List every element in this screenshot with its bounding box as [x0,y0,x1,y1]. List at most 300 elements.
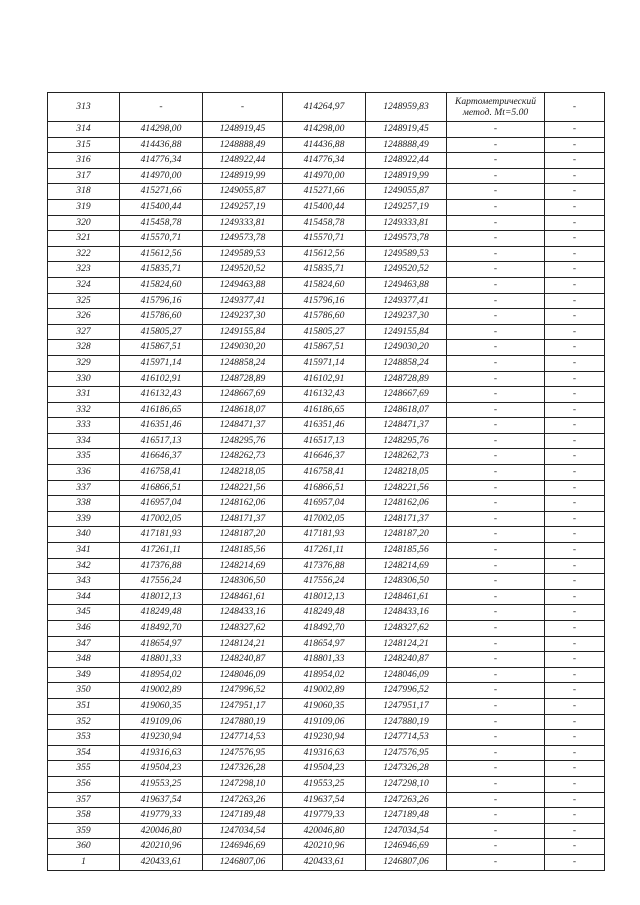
method-cell: - [447,745,545,761]
new-y-cell: 1249520,52 [366,262,447,278]
old-x-cell: 418249,48 [120,605,203,621]
point-number-cell: 338 [48,496,120,512]
table-row [48,745,605,761]
point-number-cell: 328 [48,340,120,356]
old-x-cell: 414298,00 [120,122,203,138]
point-number-cell: 358 [48,808,120,824]
new-x-cell: 419230,94 [283,730,366,746]
new-x-cell: 420210,96 [283,839,366,855]
description-cell: - [545,231,605,247]
new-y-cell: 1247951,17 [366,698,447,714]
point-number-cell: 346 [48,621,120,637]
old-x-cell: 417376,88 [120,558,203,574]
old-y-cell: 1248858,24 [203,355,283,371]
new-y-cell: 1247189,48 [366,808,447,824]
new-x-cell: 418249,48 [283,605,366,621]
description-cell: - [545,823,605,839]
new-x-cell: 416957,04 [283,496,366,512]
method-cell: - [447,122,545,138]
old-y-cell: 1248162,06 [203,496,283,512]
point-number-cell: 350 [48,683,120,699]
old-x-cell: 415835,71 [120,262,203,278]
old-x-cell: 419230,94 [120,730,203,746]
method-cell: - [447,776,545,792]
table-row [48,621,605,637]
table-row [48,854,605,870]
old-x-cell: 418654,97 [120,636,203,652]
description-cell: - [545,480,605,496]
new-y-cell: 1247996,52 [366,683,447,699]
new-x-cell: 414436,88 [283,137,366,153]
table-row [48,433,605,449]
old-y-cell: 1249030,20 [203,340,283,356]
description-cell: - [545,558,605,574]
old-y-cell: 1248728,89 [203,371,283,387]
description-cell: - [545,543,605,559]
new-y-cell: 1249377,41 [366,293,447,309]
description-cell: - [545,309,605,325]
new-y-cell: 1249055,87 [366,184,447,200]
new-x-cell: 418654,97 [283,636,366,652]
old-y-cell: - [203,93,283,122]
table-row [48,184,605,200]
new-y-cell: 1248959,83 [366,93,447,122]
new-y-cell: 1249030,20 [366,340,447,356]
old-y-cell: 1248327,62 [203,621,283,637]
point-number-cell: 1 [48,854,120,870]
point-number-cell: 339 [48,511,120,527]
method-cell: - [447,839,545,855]
old-x-cell: 418954,02 [120,667,203,683]
new-y-cell: 1248214,69 [366,558,447,574]
table-row [48,792,605,808]
new-y-cell: 1248461,61 [366,589,447,605]
old-x-cell: 417261,11 [120,543,203,559]
method-cell: - [447,667,545,683]
table-row [48,122,605,138]
new-y-cell: 1248919,45 [366,122,447,138]
description-cell: - [545,433,605,449]
table-row [48,496,605,512]
method-cell: - [447,854,545,870]
point-number-cell: 341 [48,543,120,559]
method-cell: - [447,698,545,714]
description-cell: - [545,168,605,184]
description-cell: - [545,511,605,527]
description-cell: - [545,745,605,761]
old-y-cell: 1249155,84 [203,324,283,340]
description-cell: - [545,137,605,153]
new-y-cell: 1248185,56 [366,543,447,559]
table-row [48,527,605,543]
old-x-cell: 416517,13 [120,433,203,449]
new-y-cell: 1246807,06 [366,854,447,870]
old-x-cell: 416758,41 [120,465,203,481]
old-x-cell: 419109,06 [120,714,203,730]
description-cell: - [545,246,605,262]
point-number-cell: 331 [48,387,120,403]
new-y-cell: 1248221,56 [366,480,447,496]
method-cell: - [447,730,545,746]
old-y-cell: 1249237,30 [203,309,283,325]
old-x-cell: 419553,25 [120,776,203,792]
old-y-cell: 1247326,28 [203,761,283,777]
description-cell: - [545,371,605,387]
new-y-cell: 1248858,24 [366,355,447,371]
method-cell: - [447,262,545,278]
new-x-cell: 415805,27 [283,324,366,340]
table-row [48,418,605,434]
old-y-cell: 1247576,95 [203,745,283,761]
description-cell: - [545,215,605,231]
table-row [48,823,605,839]
new-y-cell: 1248046,09 [366,667,447,683]
table-row [48,683,605,699]
new-y-cell: 1248888,49 [366,137,447,153]
new-x-cell: 415570,71 [283,231,366,247]
new-x-cell: 419316,63 [283,745,366,761]
point-number-cell: 352 [48,714,120,730]
new-x-cell: 419504,23 [283,761,366,777]
new-y-cell: 1249333,81 [366,215,447,231]
point-number-cell: 354 [48,745,120,761]
new-y-cell: 1248240,87 [366,652,447,668]
table-row [48,262,605,278]
new-x-cell: 418492,70 [283,621,366,637]
new-y-cell: 1249463,88 [366,277,447,293]
old-x-cell: 415796,16 [120,293,203,309]
table-row [48,387,605,403]
point-number-cell: 359 [48,823,120,839]
old-y-cell: 1247189,48 [203,808,283,824]
point-number-cell: 342 [48,558,120,574]
old-x-cell: 415824,60 [120,277,203,293]
new-y-cell: 1247263,26 [366,792,447,808]
new-y-cell: 1248187,20 [366,527,447,543]
method-cell: - [447,293,545,309]
new-y-cell: 1248306,50 [366,574,447,590]
description-cell: - [545,714,605,730]
old-x-cell: 415971,14 [120,355,203,371]
old-x-cell: 415400,44 [120,199,203,215]
description-cell: - [545,496,605,512]
point-number-cell: 353 [48,730,120,746]
new-x-cell: 418012,13 [283,589,366,605]
old-x-cell: 418801,33 [120,652,203,668]
old-y-cell: 1247951,17 [203,698,283,714]
old-x-cell: 414776,34 [120,153,203,169]
new-y-cell: 1248162,06 [366,496,447,512]
old-x-cell: 414436,88 [120,137,203,153]
new-y-cell: 1248618,07 [366,402,447,418]
method-cell: - [447,215,545,231]
description-cell: - [545,761,605,777]
old-y-cell: 1248306,50 [203,574,283,590]
table-row [48,761,605,777]
description-cell: - [545,465,605,481]
new-y-cell: 1249589,53 [366,246,447,262]
old-y-cell: 1249589,53 [203,246,283,262]
table-row [48,277,605,293]
new-x-cell: 416517,13 [283,433,366,449]
old-y-cell: 1248262,73 [203,449,283,465]
old-y-cell: 1249573,78 [203,231,283,247]
point-number-cell: 317 [48,168,120,184]
new-y-cell: 1248919,99 [366,168,447,184]
old-x-cell: 415570,71 [120,231,203,247]
old-y-cell: 1248667,69 [203,387,283,403]
new-x-cell: 417556,24 [283,574,366,590]
table-row [48,667,605,683]
method-cell: - [447,153,545,169]
table-row [48,93,605,122]
old-x-cell: 420210,96 [120,839,203,855]
old-y-cell: 1249257,19 [203,199,283,215]
description-cell: - [545,153,605,169]
old-x-cell: 416866,51 [120,480,203,496]
new-y-cell: 1249573,78 [366,231,447,247]
table-row [48,698,605,714]
old-y-cell: 1248919,99 [203,168,283,184]
point-number-cell: 360 [48,839,120,855]
table-row [48,776,605,792]
table-row [48,153,605,169]
method-cell: - [447,231,545,247]
old-x-cell: 416351,46 [120,418,203,434]
old-x-cell: 417556,24 [120,574,203,590]
table-row [48,636,605,652]
new-x-cell: 419109,06 [283,714,366,730]
point-number-cell: 333 [48,418,120,434]
point-number-cell: 329 [48,355,120,371]
table-row [48,246,605,262]
old-y-cell: 1248433,16 [203,605,283,621]
new-y-cell: 1248433,16 [366,605,447,621]
old-y-cell: 1248295,76 [203,433,283,449]
point-number-cell: 345 [48,605,120,621]
description-cell: - [545,122,605,138]
table-row [48,449,605,465]
new-x-cell: 415867,51 [283,340,366,356]
old-y-cell: 1248888,49 [203,137,283,153]
new-x-cell: 415458,78 [283,215,366,231]
old-x-cell: 415458,78 [120,215,203,231]
table-row [48,465,605,481]
point-number-cell: 337 [48,480,120,496]
method-cell: - [447,808,545,824]
new-x-cell: 414264,97 [283,93,366,122]
old-y-cell: 1249055,87 [203,184,283,200]
description-cell: - [545,199,605,215]
method-cell: - [447,340,545,356]
description-cell: - [545,683,605,699]
point-number-cell: 330 [48,371,120,387]
method-cell: - [447,480,545,496]
old-y-cell: 1247263,26 [203,792,283,808]
method-cell: - [447,652,545,668]
point-number-cell: 356 [48,776,120,792]
method-cell: - [447,418,545,434]
new-y-cell: 1248471,37 [366,418,447,434]
description-cell: - [545,667,605,683]
new-x-cell: 416102,91 [283,371,366,387]
point-number-cell: 318 [48,184,120,200]
new-y-cell: 1247714,53 [366,730,447,746]
new-x-cell: 415271,66 [283,184,366,200]
new-x-cell: 415612,56 [283,246,366,262]
description-cell: - [545,776,605,792]
method-cell: - [447,309,545,325]
point-number-cell: 319 [48,199,120,215]
method-cell: - [447,465,545,481]
old-x-cell: 417181,93 [120,527,203,543]
new-x-cell: 419779,33 [283,808,366,824]
new-x-cell: 419002,89 [283,683,366,699]
method-cell: - [447,605,545,621]
method-cell: - [447,589,545,605]
new-y-cell: 1249237,30 [366,309,447,325]
old-x-cell: 414970,00 [120,168,203,184]
new-y-cell: 1248728,89 [366,371,447,387]
old-y-cell: 1248185,56 [203,543,283,559]
new-x-cell: 415835,71 [283,262,366,278]
old-x-cell: 419060,35 [120,698,203,714]
description-cell: - [545,293,605,309]
point-number-cell: 336 [48,465,120,481]
method-cell: - [447,449,545,465]
table-row [48,652,605,668]
new-x-cell: 416132,43 [283,387,366,403]
method-cell: - [447,355,545,371]
new-y-cell: 1246946,69 [366,839,447,855]
table-row [48,511,605,527]
table-row [48,714,605,730]
table-row [48,324,605,340]
old-x-cell: 420046,80 [120,823,203,839]
old-y-cell: 1249333,81 [203,215,283,231]
old-x-cell: 417002,05 [120,511,203,527]
method-cell: - [447,137,545,153]
point-number-cell: 323 [48,262,120,278]
description-cell: - [545,262,605,278]
point-number-cell: 344 [48,589,120,605]
old-y-cell: 1248171,37 [203,511,283,527]
new-y-cell: 1248327,62 [366,621,447,637]
old-y-cell: 1249377,41 [203,293,283,309]
point-number-cell: 326 [48,309,120,325]
point-number-cell: 324 [48,277,120,293]
description-cell: - [545,574,605,590]
method-cell: - [447,761,545,777]
old-y-cell: 1248919,45 [203,122,283,138]
method-cell: - [447,199,545,215]
table-row [48,137,605,153]
description-cell: - [545,808,605,824]
old-y-cell: 1248471,37 [203,418,283,434]
old-x-cell: 415786,60 [120,309,203,325]
description-cell: - [545,589,605,605]
description-cell: - [545,402,605,418]
point-number-cell: 343 [48,574,120,590]
new-y-cell: 1247034,54 [366,823,447,839]
old-x-cell: 418492,70 [120,621,203,637]
new-x-cell: 417002,05 [283,511,366,527]
old-x-cell: 416186,65 [120,402,203,418]
point-number-cell: 357 [48,792,120,808]
table-row [48,215,605,231]
point-number-cell: 355 [48,761,120,777]
new-x-cell: 414298,00 [283,122,366,138]
old-x-cell: 415805,27 [120,324,203,340]
old-x-cell: 415271,66 [120,184,203,200]
table-row [48,293,605,309]
method-cell: - [447,387,545,403]
table-row [48,558,605,574]
method-cell: - [447,402,545,418]
new-y-cell: 1249155,84 [366,324,447,340]
old-y-cell: 1248124,21 [203,636,283,652]
old-x-cell: 419779,33 [120,808,203,824]
table-row [48,589,605,605]
point-number-cell: 314 [48,122,120,138]
point-number-cell: 348 [48,652,120,668]
method-cell: - [447,543,545,559]
table-row [48,543,605,559]
table-row [48,402,605,418]
description-cell: - [545,277,605,293]
old-y-cell: 1246807,06 [203,854,283,870]
point-number-cell: 335 [48,449,120,465]
description-cell: - [545,324,605,340]
old-y-cell: 1249463,88 [203,277,283,293]
old-x-cell: - [120,93,203,122]
method-cell: - [447,184,545,200]
description-cell: - [545,636,605,652]
table-row [48,808,605,824]
new-x-cell: 416866,51 [283,480,366,496]
description-cell: - [545,605,605,621]
old-y-cell: 1247034,54 [203,823,283,839]
old-x-cell: 416102,91 [120,371,203,387]
old-y-cell: 1248218,05 [203,465,283,481]
old-x-cell: 419504,23 [120,761,203,777]
point-number-cell: 321 [48,231,120,247]
new-x-cell: 414970,00 [283,168,366,184]
table-row [48,309,605,325]
method-cell: - [447,511,545,527]
method-cell: - [447,527,545,543]
new-x-cell: 415796,16 [283,293,366,309]
coordinates-table-body [48,93,605,871]
new-x-cell: 416758,41 [283,465,366,481]
new-x-cell: 420433,61 [283,854,366,870]
old-x-cell: 418012,13 [120,589,203,605]
new-x-cell: 419553,25 [283,776,366,792]
new-y-cell: 1247298,10 [366,776,447,792]
point-number-cell: 349 [48,667,120,683]
point-number-cell: 334 [48,433,120,449]
new-x-cell: 417181,93 [283,527,366,543]
method-cell: - [447,371,545,387]
method-cell: - [447,168,545,184]
table-row [48,480,605,496]
new-y-cell: 1248124,21 [366,636,447,652]
new-y-cell: 1247576,95 [366,745,447,761]
new-y-cell: 1248295,76 [366,433,447,449]
old-x-cell: 419637,54 [120,792,203,808]
description-cell: - [545,621,605,637]
method-cell: - [447,621,545,637]
